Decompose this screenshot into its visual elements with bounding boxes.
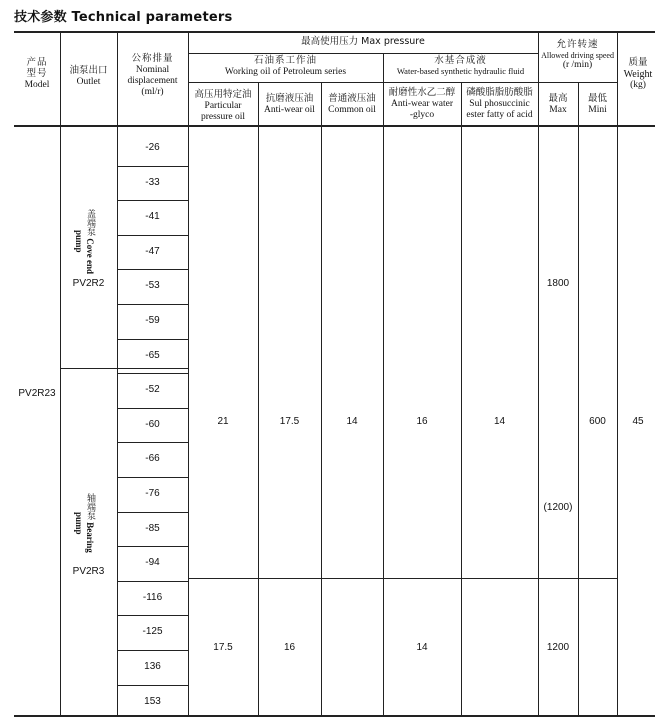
header-weight-unit: (kg) xyxy=(630,80,646,91)
displacement-row-divider xyxy=(117,373,188,374)
header-weight-en: Weight xyxy=(623,68,653,80)
pressure-particular-b: 17.5 xyxy=(213,642,233,653)
pressure-glyco-a: 16 xyxy=(416,416,428,427)
displacement-cell: -59 xyxy=(145,315,160,326)
header-speed-min-cn: 最低 xyxy=(587,93,607,104)
col-divider-9 xyxy=(578,82,579,716)
header-water xyxy=(383,56,538,77)
displacement-cell: -125 xyxy=(142,626,163,638)
header-particular xyxy=(188,90,258,123)
header-common xyxy=(321,94,383,116)
header-glyco-cn: 耐磨性水乙二醇 xyxy=(388,87,456,98)
displacement-row-divider xyxy=(117,200,188,201)
header-speed-en: Allowed driving speed xyxy=(541,50,614,60)
header-petroleum xyxy=(188,56,383,78)
displacement-row-divider xyxy=(117,166,188,167)
header-speed-min-en: Mini xyxy=(588,104,607,115)
displacement-row-divider xyxy=(117,546,188,547)
displacement-cell: -65 xyxy=(145,349,160,361)
header-outlet-en: Outlet xyxy=(76,76,101,87)
header-phosphate-en: Sul phosuccinic ester fatty of acid xyxy=(466,98,533,120)
outlet-2-code: PV2R3 xyxy=(72,566,105,577)
header-petroleum-en: Working oil of Petroleum series xyxy=(224,66,347,77)
group-divider xyxy=(188,578,617,579)
displacement-cell: -33 xyxy=(145,176,160,188)
col-divider-1 xyxy=(60,31,61,716)
outlet-1-label xyxy=(74,206,97,276)
weight-cell: 45 xyxy=(632,416,644,427)
outlet-2-cn: 轴端泵 xyxy=(85,493,95,521)
table-bottom-border xyxy=(14,715,655,717)
header-divider-2 xyxy=(188,82,617,83)
displacement-cell: 136 xyxy=(144,661,161,672)
col-divider-3 xyxy=(188,31,189,716)
col-divider-4 xyxy=(258,82,259,716)
header-particular-en: Particular pressure oil xyxy=(200,100,246,122)
header-speed-max-cn: 最高 xyxy=(548,93,568,104)
outlet-1-code: PV2R2 xyxy=(72,278,105,289)
displacement-row-divider xyxy=(117,442,188,443)
header-speed-min xyxy=(578,94,617,116)
displacement-row-divider xyxy=(117,650,188,651)
header-water-en: Water-based synthetic hydraulic fluid xyxy=(396,65,525,76)
header-model-en: Model xyxy=(24,79,50,90)
pressure-glyco-b: 14 xyxy=(416,642,428,653)
speed-max-a: 1800 xyxy=(546,278,570,289)
col-divider-5 xyxy=(321,82,322,716)
header-speed-max xyxy=(538,94,578,116)
header-antiwear xyxy=(258,94,321,116)
header-common-cn: 普通液压油 xyxy=(328,93,376,104)
displacement-cell: -41 xyxy=(145,211,160,223)
col-divider-6 xyxy=(383,53,384,716)
header-antiwear-cn: 抗磨液压油 xyxy=(265,93,314,104)
displacement-cell: 153 xyxy=(144,695,161,707)
header-displacement-en: Nominal displacement xyxy=(127,64,178,86)
header-glyco-en: Anti-wear water -glyco xyxy=(391,98,453,120)
header-speed-max-en: Max xyxy=(549,104,567,115)
pressure-phosphate: 14 xyxy=(493,416,506,427)
pressure-antiwear-b: 16 xyxy=(283,642,296,653)
displacement-cell: -26 xyxy=(145,142,160,153)
displacement-cell: -53 xyxy=(145,280,160,292)
header-glyco xyxy=(383,88,461,121)
outlet-1-cn: 盖端泵 xyxy=(85,208,95,236)
outlet-2-label xyxy=(74,488,97,558)
displacement-row-divider xyxy=(117,477,188,478)
speed-min: 600 xyxy=(589,416,606,427)
header-speed-unit: (r /min) xyxy=(562,60,593,71)
header-phosphate-cn: 磷酸脂脂肪酸脂 xyxy=(466,87,533,98)
pressure-antiwear-a: 17.5 xyxy=(279,416,300,427)
header-phosphate xyxy=(461,88,538,121)
header-bottom-border xyxy=(14,125,655,127)
outlet-2-en: Bearing pump xyxy=(74,511,95,553)
header-displacement-unit: (ml/r) xyxy=(141,86,164,97)
displacement-row-divider xyxy=(117,235,188,236)
header-outlet-cn: 油泵出口 xyxy=(69,65,108,76)
displacement-cell: -52 xyxy=(145,384,160,396)
header-weight-cn: 质量 xyxy=(628,57,648,68)
col-divider-8 xyxy=(538,31,539,716)
header-max-pressure xyxy=(188,37,538,48)
displacement-row-divider xyxy=(117,581,188,582)
displacement-row-divider xyxy=(117,408,188,409)
displacement-row-divider xyxy=(117,269,188,270)
header-weight xyxy=(617,58,659,91)
outlet-divider xyxy=(60,368,188,369)
col-divider-10 xyxy=(617,31,618,716)
header-model-cn: 产品型号 xyxy=(26,57,48,79)
col-divider-7 xyxy=(461,82,462,716)
table-top-border xyxy=(14,31,655,33)
header-antiwear-en: Anti-wear oil xyxy=(264,104,315,115)
pressure-particular-a: 21 xyxy=(217,416,229,427)
speed-max-b: (1200) xyxy=(543,502,573,513)
header-displacement-cn: 公称排量 xyxy=(131,53,174,64)
page-title: 技术参数 Technical parameters xyxy=(14,10,233,25)
displacement-cell: -60 xyxy=(145,418,160,430)
header-speed xyxy=(538,40,617,71)
displacement-cell: -66 xyxy=(145,453,160,465)
header-common-en: Common oil xyxy=(328,104,376,115)
displacement-row-divider xyxy=(117,512,188,513)
header-displacement xyxy=(117,54,188,98)
col-divider-2 xyxy=(117,31,118,716)
displacement-row-divider xyxy=(117,304,188,305)
header-petroleum-cn: 石油系工作油 xyxy=(253,55,317,66)
header-particular-cn: 高压用特定油 xyxy=(194,89,252,100)
header-speed-cn: 允许转速 xyxy=(556,39,599,50)
displacement-cell: -94 xyxy=(145,557,160,569)
displacement-cell: -76 xyxy=(145,488,160,499)
header-model xyxy=(14,58,60,91)
header-max-pressure-label: 最高使用压力 Max pressure xyxy=(301,36,425,47)
displacement-row-divider xyxy=(117,615,188,616)
speed-max-c: 1200 xyxy=(546,642,570,653)
displacement-row-divider xyxy=(117,685,188,686)
displacement-cell: -85 xyxy=(145,522,160,534)
model-cell: PV2R23 xyxy=(18,388,56,399)
displacement-cell: -116 xyxy=(142,591,163,603)
pressure-common: 14 xyxy=(346,416,358,427)
header-water-cn: 水基合成液 xyxy=(434,55,487,66)
outlet-1-en: Cove end pump xyxy=(74,229,95,274)
header-divider-1 xyxy=(188,53,538,54)
header-outlet xyxy=(60,66,117,88)
displacement-row-divider xyxy=(117,339,188,340)
displacement-cell: -47 xyxy=(145,245,160,257)
